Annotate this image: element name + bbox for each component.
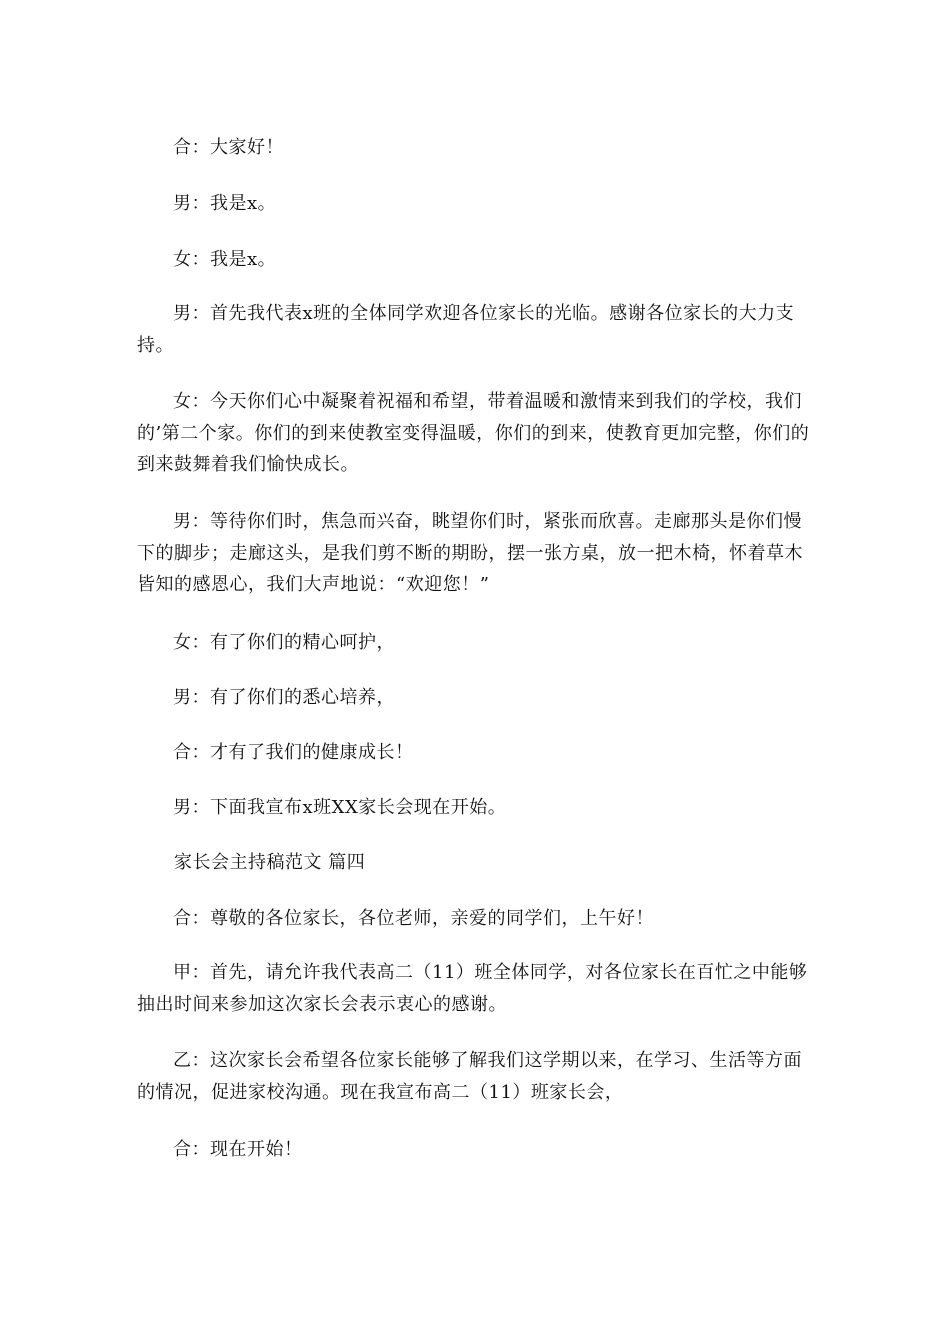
paragraph: 男：有了你们的悉心培养，: [173, 687, 395, 708]
paragraph: 合：大家好！: [173, 137, 284, 158]
paragraph: 男：我是x。: [173, 193, 277, 214]
section-heading: 家长会主持稿范文 篇四: [174, 852, 366, 873]
paragraph: 男：等待你们时，焦急而兴奋，眺望你们时，紧张而欣喜。走廊那头是你们慢下的脚步；走廊这头，是我们剪不断的期盼，摆一张方桌，放一把木椅，怀着草木皆知的感恩心，我们大声地说：“欢迎您！”: [137, 511, 803, 595]
paragraph: 乙：这次家长会希望各位家长能够了解我们这学期以来，在学习、生活等方面的情况，促进家校沟通。现在我宣布高二（11）班家长会，: [137, 1050, 802, 1103]
paragraph: 女：今天你们心中凝聚着祝福和希望，带着温暖和激情来到我们的学校，我们的’第二个家。你们的到来使教室变得温暖，你们的到来，使教育更加完整，你们的到来鼓舞着我们愉快成长。: [137, 391, 810, 475]
paragraph: 合：才有了我们的健康成长！: [173, 742, 414, 763]
paragraph: 女：我是x。: [173, 249, 277, 270]
paragraph: 甲：首先，请允许我代表高二（11）班全体同学，对各位家长在百忙之中能够抽出时间来参加这次家长会表示衷心的感谢。: [137, 962, 808, 1015]
paragraph: 男：下面我宣布x班XX家长会现在开始。: [173, 797, 507, 818]
paragraph: 男：首先我代表x班的全体同学欢迎各位家长的光临。感谢各位家长的大力支持。: [137, 303, 795, 356]
paragraph: 合：现在开始！: [173, 1139, 303, 1160]
paragraph: 合：尊敬的各位家长，各位老师，亲爱的同学们，上午好！: [173, 908, 654, 929]
paragraph: 女：有了你们的精心呵护，: [173, 632, 395, 653]
